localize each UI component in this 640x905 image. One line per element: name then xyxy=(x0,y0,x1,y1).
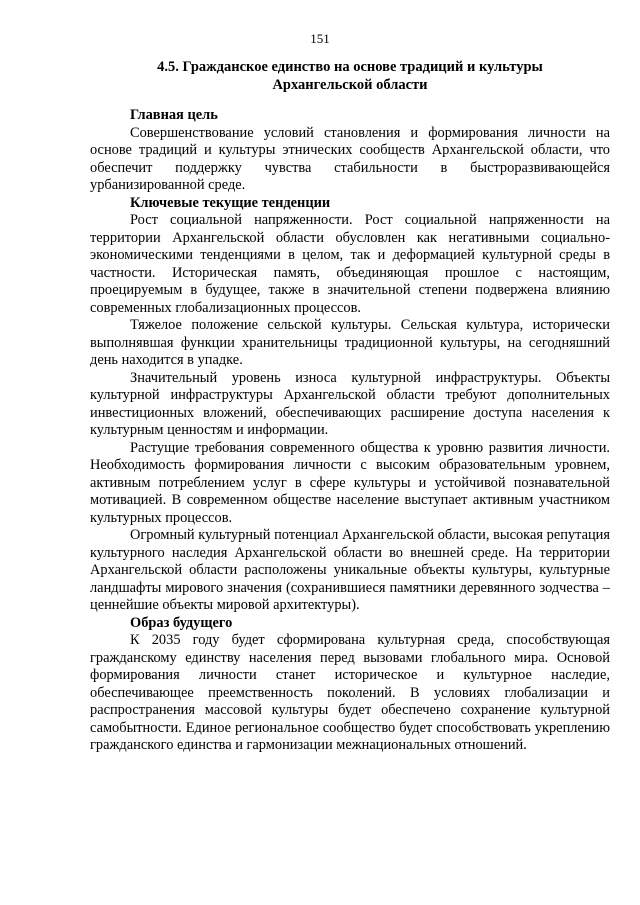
future-paragraph: К 2035 году будет сформирована культурная среда, способствующая гражданскому единству населения перед вызовами глобального мира. Основой формирования личности станет историческое и культурное наследие, обеспечивающее преемственность поколений. В условиях глобализации и распространения массовой культуры будет обеспечено сохранение культурной самобытности. Единое региональное сообщество будет способствовать укреплению гражданского единства и гармонизации межнациональных отношений. xyxy=(90,632,610,753)
section-title-line-2: Архангельской области xyxy=(272,77,428,93)
trends-heading: Ключевые текущие тенденции xyxy=(130,194,331,211)
trend-paragraph-3: Значительный уровень износа культурной инфраструктуры. Объекты культурной инфраструктуры Архангельской области требуют дополнительных инвестиционных вложений, обеспечивающих расширение доступа населения к культурным ценностям и информации. xyxy=(90,369,610,438)
section-title-line-1: 4.5. Гражданское единство на основе традиций и культуры xyxy=(157,59,543,75)
trend-paragraph-2: Тяжелое положение сельской культуры. Сельская культура, исторически выполнявшая функции хранительницы традиционной культуры, на сегодняшний день находится в упадке. xyxy=(90,317,610,368)
goal-paragraph: Совершенствование условий становления и формирования личности на основе традиций и культуры этнических сообществ Архангельской области, что обеспечит поддержку чувства стабильности в быстроразвивающейся урбанизированной среде. xyxy=(90,124,610,193)
future-heading: Образ будущего xyxy=(130,614,233,631)
document-body xyxy=(90,107,610,755)
page-number: 151 xyxy=(310,31,330,46)
trend-paragraph-4: Растущие требования современного общества к уровню развития личности. Необходимость формирования личности с высоким образовательным уровнем, активным потреблением услуг в сфере культуры и устойчивой познавательной мотивацией. В современном обществе население выступает активным участником культурных процессов. xyxy=(90,439,610,526)
trend-paragraph-5: Огромный культурный потенциал Архангельской области, высокая репутация культурного наследия Архангельской области во внешней среде. На территории Архангельской области расположены уникальные объекты культуры, культурные ландшафты мирового значения (сохранившиеся памятники деревянного зодчества – ценнейшие объекты мировой архитектуры). xyxy=(90,527,610,613)
trend-paragraph-1: Рост социальной напряженности. Рост социальной напряженности на территории Архангельской области обусловлен как негативными социально-экономическими тенденциями в целом, так и деформацией культурной среды в частности. Историческая память, объединяющая прошлое с настоящим, проецируемым в будущее, также в значительной степени подвержена влиянию современных глобализационных процессов. xyxy=(90,212,610,316)
goal-heading: Главная цель xyxy=(130,107,218,123)
section-title xyxy=(110,58,590,94)
